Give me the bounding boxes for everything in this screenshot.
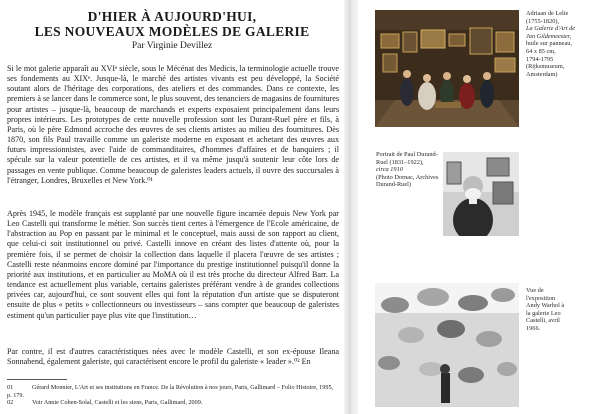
caption-line: (Photo Dornac, Archives (376, 173, 439, 181)
figure-caption (376, 151, 440, 189)
caption-line: la galerie Leo (526, 309, 561, 317)
footnote (7, 384, 339, 400)
exhibition-photo-icon (375, 283, 519, 407)
caption-line: (1755-1820), (526, 17, 560, 25)
portrait-photo-icon (443, 152, 519, 236)
footnote-text: Gérard Monnier, L'Art et ses institutions en France. De la Révolution à nos jours, Paris, Gallimard – Folio Histoire, 1995, p. 179. (7, 384, 334, 399)
book-spine (344, 0, 358, 414)
caption-line: Jan Gildemeester, (526, 32, 572, 40)
gallery-painting-image (375, 10, 519, 127)
article-title-line1: D'HIER À AUJOURD'HUI, (87, 9, 257, 24)
caption-line: Amsterdam) (526, 70, 558, 78)
footnote-text: Voir Annie Cohen-Solal, Castelli et les siens, Paris, Gallimard, 2009. (32, 399, 203, 406)
footnote-divider (7, 379, 67, 380)
caption-line: l'exposition (526, 294, 556, 302)
caption-line: Castelli, avril (526, 317, 560, 325)
exhibition-image (375, 283, 519, 407)
caption-line: Durand-Ruel) (376, 181, 411, 189)
body-paragraph: Par contre, il est d'autres caractéristiques nées avec le modèle Castelli, et son ex-épouse Ileana Sonnabend, également galeriste, qui caractérisent encore le profil du galeriste « leader ».⁰² En (7, 347, 339, 367)
figure-caption (526, 10, 596, 78)
caption-line: Adriaan de Lelie (526, 10, 569, 17)
article-byline: Par Virginie Devillez (131, 41, 213, 51)
painting-gallery-interior-icon (375, 10, 519, 127)
article-title-line2: LES NOUVEAUX MODÈLES DE GALERIE (34, 24, 310, 39)
right-page (358, 0, 600, 414)
caption-line: Andy Warhol à (526, 302, 565, 310)
caption-line: circa 1910 (376, 166, 403, 174)
caption-line: 1966. (526, 324, 541, 332)
body-paragraph: Après 1945, le modèle français est supplanté par une nouvelle figure incarnée depuis New York par Leo Castelli qui transforme le métier. Son succès tient certes à l'émergence de l'Ecole américaine, de l'abstraction au Pop en passant par le minimal et le conceptuel, mais aussi de son rapport au client, que celui-ci soit institutionnel ou privé. Castelli innove en créant des listes d'attente où, pour la première fois, il se permet de choisir la collection dans laquelle il placera l'œuvre de ses artistes ; Castelli reste néanmoins encore dominé par l'importance du prestige institutionnel puisqu'il donne la priorité aux institutions, et en particulier au MoMA où il est très proche du directeur Alfred Barr. La tendance est actuellement plus variable, certains galeristes préférant vendre à de grandes collections privées car, aujourd'hui, ce sont souvent elles qui font la réputation d'un artiste que se disputeront ensuite de plus « petits » collectionneurs ou investisseurs – sans compter que beaucoup de galeristes estiment qu'un particulier paye plus vite que l'institution… (7, 209, 339, 320)
figure-caption (526, 287, 596, 333)
caption-line: La Galerie d'Art de (526, 25, 576, 33)
footnote-number: 02 (7, 399, 14, 406)
caption-line: (Rijksmuseum, (526, 63, 565, 71)
caption-line: 64 x 85 cm, (526, 47, 556, 55)
body-paragraph: Si le mot galerie apparaît au XVIᵉ siècle, sous le Mécénat des Medicis, la terminologie actuelle trouve ses fondements au XIXᵉ. Jusque-là, le marché des artistes vivants est peu développé, la Société soutant alors de l'héritage des corporations, des ateliers et des commandes. Dans ce contexte, les premiers à se lancer dans le commerce sont, le plus souvent, des tenanciers de magasins de fournitures pour artistes – jusque-là, beaucoup de marchands et experts exposaient principalement dans leurs propres intérieurs. Les prototypes de cette nouvelle profession sont les Durant-Ruel père et fils, à Paris, où le père Edmond accroche des œuvres de ses clients artistes au milieu des fournitures. Dès 1870, son fils Paul travaille comme un galeriste moderne en exposant et achetant des œuvres aux futurs impressionnistes, avec l'aide de commanditaires, d'hommes d'affaires et de banquiers ; il spécule sur la valeur potentielle de ces artistes, et il va même jusqu'à soutenir leur côte lors de passages en vente publique. Comme beaucoup de galeristes leaders actuels, il ouvre des succursales à l'étranger, Londres, Bruxelles et New York.⁰¹ (7, 64, 339, 185)
caption-line: Ruel (1831–1922), (376, 158, 424, 166)
caption-line: Portrait de Paul Durand- (376, 151, 438, 158)
caption-line: Vue de (526, 287, 544, 294)
footnote (7, 399, 339, 407)
caption-line: 1794-1795 (526, 55, 554, 63)
portrait-image (443, 152, 519, 236)
caption-line: huile sur panneau, (526, 40, 572, 48)
footnote-number: 01 (7, 384, 14, 391)
